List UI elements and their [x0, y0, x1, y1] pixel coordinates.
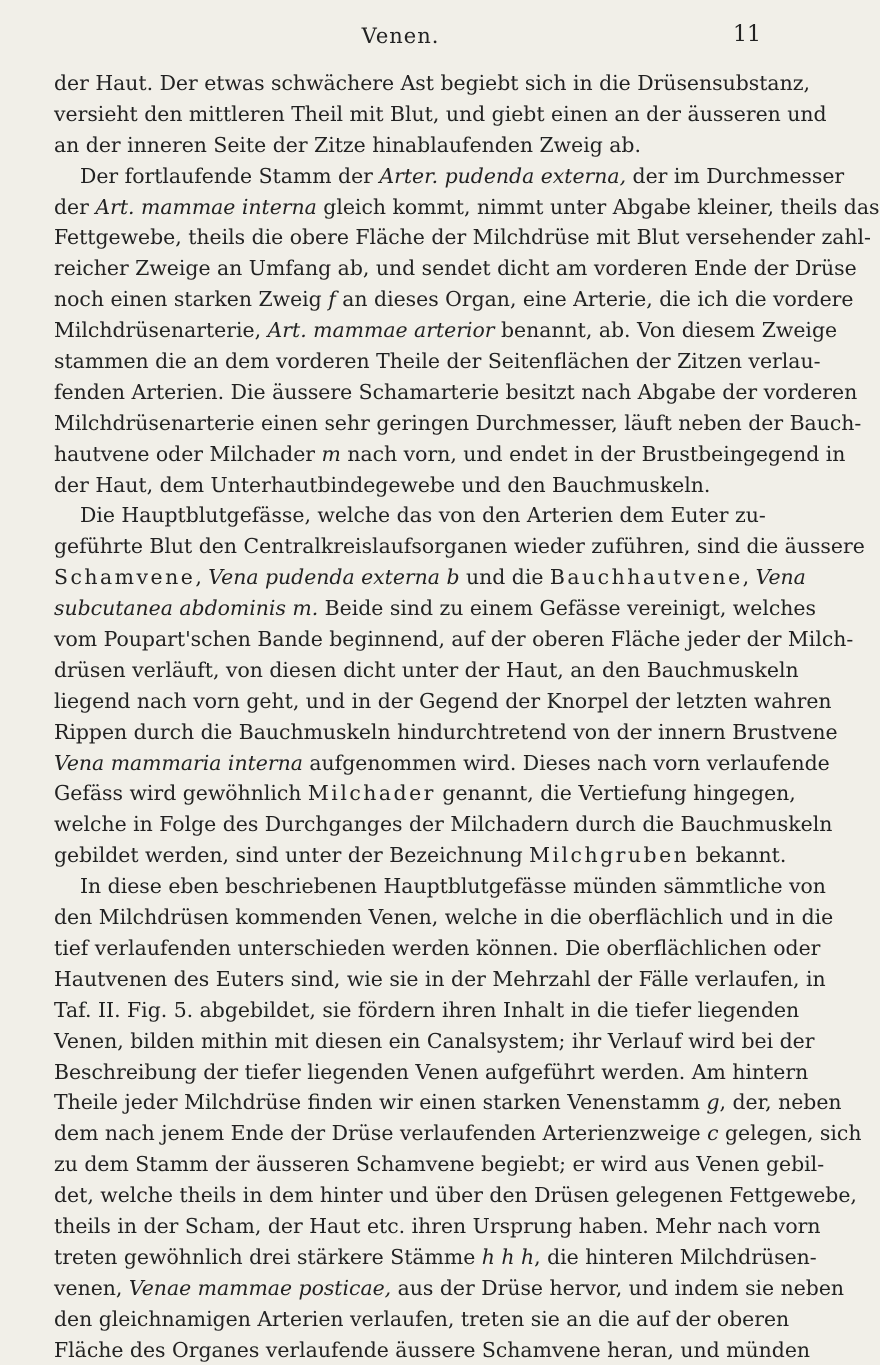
- spaced-term: Schamvene: [54, 565, 196, 590]
- text-run: Rippen durch die Bauchmuskeln hindurchtretend von der innern Brustvene: [54, 719, 838, 744]
- text-line: [54, 377, 858, 408]
- text-line: [54, 284, 854, 315]
- text-run: nach vorn, und endet in der Brustbeingegend in: [340, 441, 846, 466]
- page-number: 11: [733, 22, 761, 47]
- text-run: aus der Drüse hervor, und indem sie neben: [391, 1275, 845, 1300]
- text-run: den gleichnamigen Arterien verlaufen, treten sie an die auf der oberen: [54, 1306, 790, 1331]
- text-line: [54, 1304, 790, 1335]
- text-run: Der fortlaufende Stamm der: [80, 163, 380, 188]
- text-line: [54, 315, 838, 346]
- italic-term: Art. mammae arterior: [267, 318, 495, 343]
- text-line: [54, 408, 862, 439]
- text-run: an dieses Organ, eine Arterie, die ich die vordere: [335, 287, 854, 312]
- text-line: [54, 99, 827, 130]
- text-run: Fläche des Organes verlaufende äussere Schamvene heran, und münden: [54, 1337, 811, 1362]
- text-run: der Haut, dem Unterhautbindegewebe und den Bauchmuskeln.: [54, 472, 711, 497]
- text-run: den Milchdrüsen kommenden Venen, welche in die oberflächlich und in die: [54, 905, 834, 930]
- text-line: [54, 161, 845, 192]
- text-run: vom Poupart'schen Bande beginnend, auf der oberen Fläche jeder der Milch-: [54, 627, 854, 652]
- text-line: [54, 933, 821, 964]
- text-run: Gefäss wird gewöhnlich: [54, 781, 308, 806]
- text-run: fenden Arterien. Die äussere Schamarterie besitzt nach Abgabe der vorderen: [54, 379, 858, 404]
- text-run: theils in der Scham, der Haut etc. ihren Ursprung haben. Mehr nach vorn: [54, 1213, 821, 1238]
- text-run: tief verlaufenden unterschieden werden können. Die oberflächlichen oder: [54, 935, 821, 960]
- italic-term: subcutanea abdominis m.: [54, 596, 319, 621]
- text-run: , der, neben: [719, 1090, 842, 1115]
- text-line: [54, 130, 762, 161]
- italic-term: h h h: [481, 1244, 535, 1269]
- text-run: gleich kommt, nimmt unter Abgabe kleiner, theils das: [316, 194, 880, 219]
- text-line: [54, 686, 832, 717]
- text-run: versieht den mittleren Theil mit Blut, und giebt einen an der äusseren und: [54, 101, 827, 126]
- text-line: [54, 439, 846, 470]
- text-run: an der inneren Seite der Zitze hinablaufenden Zweig ab.: [54, 132, 641, 157]
- text-line: [54, 192, 880, 223]
- text-run: geführte Blut den Centralkreislaufsorganen wieder zuführen, sind die äussere: [54, 534, 865, 559]
- text-line: [54, 1211, 821, 1242]
- italic-term: f: [328, 287, 336, 312]
- text-run: , die hinteren Milchdrüsen-: [534, 1244, 817, 1269]
- text-line: [54, 809, 833, 840]
- italic-term: Art. mammae interna: [95, 194, 317, 219]
- text-line: [54, 346, 821, 377]
- text-run: genannt, die Vertiefung hingegen,: [435, 781, 796, 806]
- italic-term: Arter. pudenda externa,: [379, 163, 627, 188]
- text-line: [54, 1273, 845, 1304]
- text-line: [54, 531, 865, 562]
- text-run: Die Hauptblutgefässe, welche das von den Arterien dem Euter zu-: [80, 503, 766, 528]
- text-run: Beide sind zu einem Gefässe vereinigt, welches: [318, 596, 816, 621]
- text-run: det, welche theils in dem hinter und über den Drüsen gelegenen Fettgewebe,: [54, 1183, 857, 1208]
- text-run: der: [54, 194, 96, 219]
- text-line: [54, 1087, 842, 1118]
- text-line: [54, 778, 796, 809]
- text-run: zu dem Stamm der äusseren Schamvene begiebt; er wird aus Venen gebil-: [54, 1152, 825, 1177]
- text-run: der im Durchmesser: [626, 163, 845, 188]
- text-run: liegend nach vorn geht, und in der Gegend der Knorpel der letzten wahren: [54, 688, 832, 713]
- text-run: Milchdrüsenarterie einen sehr geringen Durchmesser, läuft neben der Bauch-: [54, 410, 862, 435]
- text-line: [54, 222, 871, 253]
- spaced-term: Bauchhautvene: [549, 565, 743, 590]
- text-line: [54, 1335, 811, 1365]
- text-run: Theile jeder Milchdrüse finden wir einen starken Venenstamm: [54, 1090, 707, 1115]
- text-line: [54, 995, 800, 1026]
- text-run: Fettgewebe, theils die obere Fläche der Milchdrüse mit Blut versehender zahl-: [54, 225, 871, 250]
- text-line: [54, 1026, 815, 1057]
- body-text: [54, 68, 880, 1365]
- text-run: benannt, ab. Von diesem Zweige: [494, 318, 838, 343]
- text-run: Venen, bilden mithin mit diesen ein Canalsystem; ihr Verlauf wird bei der: [54, 1028, 815, 1053]
- text-run: dem nach jenem Ende der Drüse verlaufenden Arterienzweige: [54, 1121, 708, 1146]
- italic-term: Vena: [755, 565, 806, 590]
- text-line: [54, 964, 826, 995]
- text-line: [54, 902, 834, 933]
- text-run: venen,: [54, 1275, 129, 1300]
- text-line: [54, 840, 787, 871]
- text-run: reicher Zweige an Umfang ab, und sendet dicht am vorderen Ende der Drüse: [54, 256, 857, 281]
- text-line: [54, 68, 810, 99]
- italic-term: Venae mammae posticae,: [128, 1275, 392, 1300]
- text-run: In diese eben beschriebenen Hauptblutgefässe münden sämmtliche von: [80, 874, 826, 899]
- text-line: [54, 1057, 809, 1088]
- italic-term: Vena pudenda externa b: [208, 565, 460, 590]
- text-run: noch einen starken Zweig: [54, 287, 329, 312]
- text-line: [54, 655, 799, 686]
- text-run: gebildet werden, sind unter der Bezeichnung: [54, 843, 530, 868]
- text-line: [54, 1149, 825, 1180]
- text-line: [54, 1242, 817, 1273]
- text-run: bekannt.: [689, 843, 787, 868]
- text-run: Beschreibung der tiefer liegenden Venen aufgeführt werden. Am hintern: [54, 1059, 809, 1084]
- text-run: und die: [459, 565, 550, 590]
- text-run: gelegen, sich: [718, 1121, 862, 1146]
- text-run: Milchdrüsenarterie,: [54, 318, 268, 343]
- text-line: [54, 717, 838, 748]
- text-line: [54, 562, 806, 593]
- text-run: drüsen verläuft, von diesen dicht unter der Haut, an den Bauchmuskeln: [54, 657, 799, 682]
- running-header: Venen.: [361, 24, 440, 48]
- text-line: [54, 1180, 857, 1211]
- text-line: [54, 470, 762, 501]
- text-run: aufgenommen wird. Dieses nach vorn verlaufende: [302, 750, 830, 775]
- text-run: ,: [195, 565, 209, 590]
- text-run: Taf. II. Fig. 5. abgebildet, sie fördern ihren Inhalt in die tiefer liegenden: [54, 997, 800, 1022]
- spaced-term: Milchader: [307, 781, 436, 806]
- italic-term: c: [707, 1121, 719, 1146]
- text-line: [54, 871, 826, 902]
- text-line: [54, 624, 854, 655]
- text-line: [54, 500, 766, 531]
- text-run: Hautvenen des Euters sind, wie sie in der Mehrzahl der Fälle verlaufen, in: [54, 966, 826, 991]
- spaced-term: Milchgruben: [529, 843, 690, 868]
- text-run: welche in Folge des Durchganges der Milchadern durch die Bauchmuskeln: [54, 812, 833, 837]
- text-run: der Haut. Der etwas schwächere Ast begiebt sich in die Drüsensubstanz,: [54, 71, 810, 95]
- text-run: treten gewöhnlich drei stärkere Stämme: [54, 1244, 482, 1269]
- text-run: hautvene oder Milchader: [54, 441, 322, 466]
- italic-term: g: [706, 1090, 720, 1115]
- text-line: [54, 1118, 862, 1149]
- text-line: [54, 593, 816, 624]
- italic-term: Vena mammaria interna: [54, 750, 303, 775]
- text-run: ,: [742, 565, 756, 590]
- text-line: [54, 748, 830, 779]
- italic-term: m: [321, 441, 341, 466]
- text-line: [54, 253, 857, 284]
- text-run: stammen die an dem vorderen Theile der Seitenflächen der Zitzen verlau-: [54, 349, 821, 374]
